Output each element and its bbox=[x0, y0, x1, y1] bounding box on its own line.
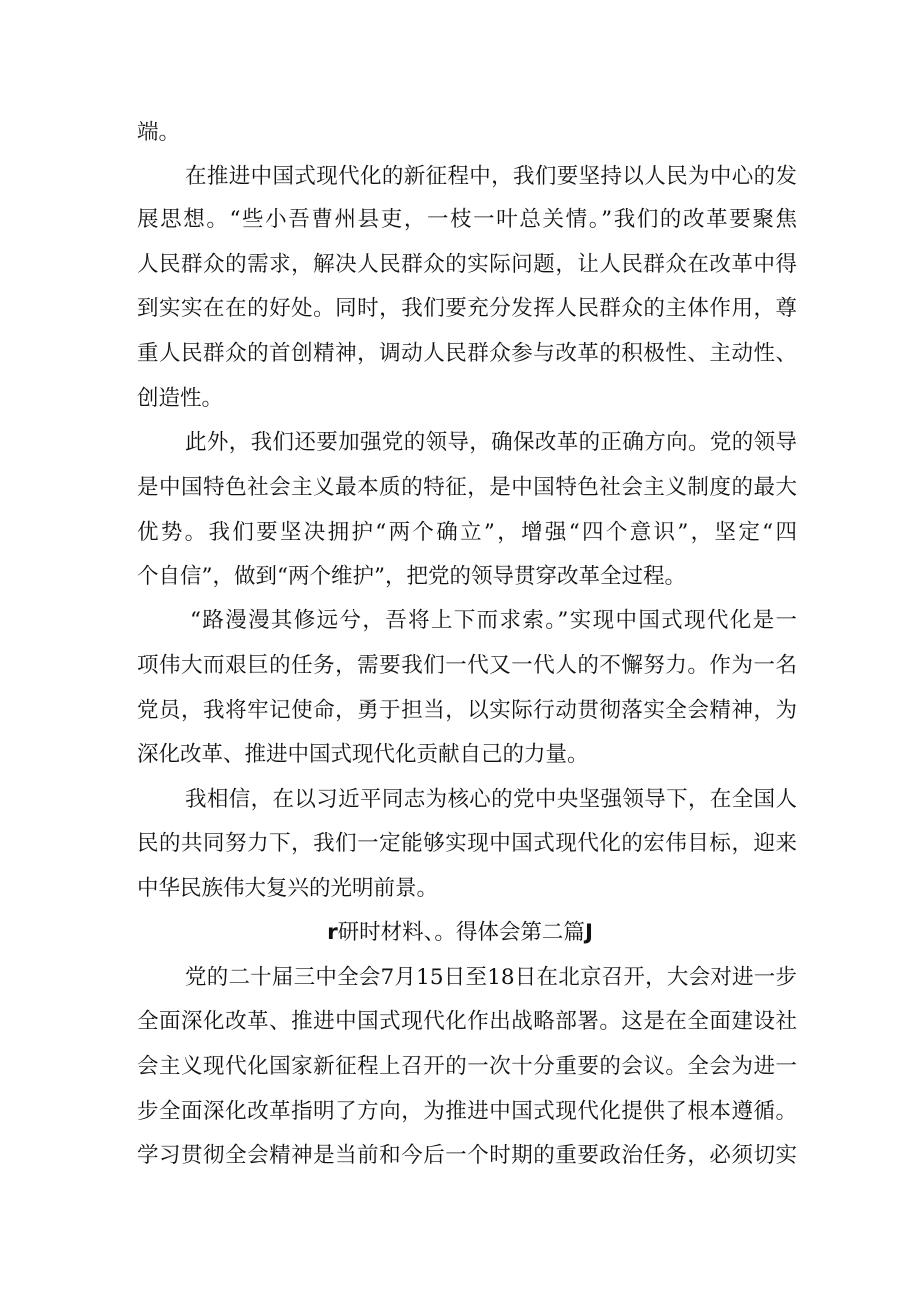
paragraph-line: 在推进中国式现代化的新征程中，我们要坚持以人民为中心的发 bbox=[185, 164, 797, 189]
paragraph-line: 项伟大而艰巨的任务，需要我们一代又一代人的不懈努力。作为一名 bbox=[137, 653, 797, 678]
heading-text: 研时材料、。得体会第二篇 bbox=[337, 920, 585, 945]
paragraph-line: 全面深化改革、推进中国式现代化作出战略部署。这是在全面建设社 bbox=[137, 1009, 797, 1034]
paragraph-line: 个自信”，做到“两个维护”，把党的领导贯穿改革全过程。 bbox=[137, 564, 686, 589]
paragraph-line: 民的共同努力下，我们一定能够实现中国式现代化的宏伟目标，迎来 bbox=[137, 831, 797, 856]
paragraph-line: 学习贯彻全会精神是当前和今后一个时期的重要政治任务，必须切实 bbox=[137, 1143, 797, 1168]
paragraph-line: 到实实在在的好处。同时，我们要充分发挥人民群众的主体作用，尊 bbox=[137, 296, 797, 321]
paragraph-line: 深化改革、推进中国式现代化贡献自己的力量。 bbox=[137, 742, 589, 767]
paragraph-line: 展思想。“些小吾曹州县吏，一枝一叶总关情。”我们的改革要聚焦 bbox=[137, 207, 797, 232]
paragraph-line: 我相信，在以习近平同志为核心的党中央坚强领导下，在全国人 bbox=[185, 787, 797, 812]
paragraph-line: 重人民群众的首创精神，调动人民群众参与改革的积极性、主动性、 bbox=[137, 341, 797, 366]
paragraph-line: 会主义现代化国家新征程上召开的一次十分重要的会议。全会为进一 bbox=[137, 1054, 797, 1079]
paragraph-line: 创造性。 bbox=[137, 386, 224, 411]
paragraph-line: 步全面深化改革指明了方向，为推进中国式现代化提供了根本遵循。 bbox=[137, 1099, 797, 1124]
paragraph-line: 党的二十届三中全会7月15日至18日在北京召开，大会对进一步 bbox=[185, 965, 797, 990]
heading-suffix: J bbox=[584, 920, 593, 945]
section-heading bbox=[0, 918, 920, 948]
paragraph-line: 端。 bbox=[137, 120, 181, 145]
paragraph-line: 优势。我们要坚决拥护“两个确立”，增强“四个意识”，坚定“四 bbox=[137, 520, 797, 545]
paragraph-line: 人民群众的需求，解决人民群众的实际问题，让人民群众在改革中得 bbox=[137, 252, 797, 277]
paragraph-line: 中华民族伟大复兴的光明前景。 bbox=[137, 876, 439, 901]
paragraph-line: 党员，我将牢记使命，勇于担当，以实际行动贯彻落实全会精神，为 bbox=[137, 698, 797, 723]
paragraph-line: 此外，我们还要加强党的领导，确保改革的正确方向。党的领导 bbox=[185, 430, 797, 455]
paragraph-line: 是中国特色社会主义最本质的特征，是中国特色社会主义制度的最大 bbox=[137, 475, 797, 500]
heading-prefix: r bbox=[327, 920, 338, 945]
paragraph-line: “路漫漫其修远兮，吾将上下而求索。”实现中国式现代化是一 bbox=[190, 608, 797, 633]
